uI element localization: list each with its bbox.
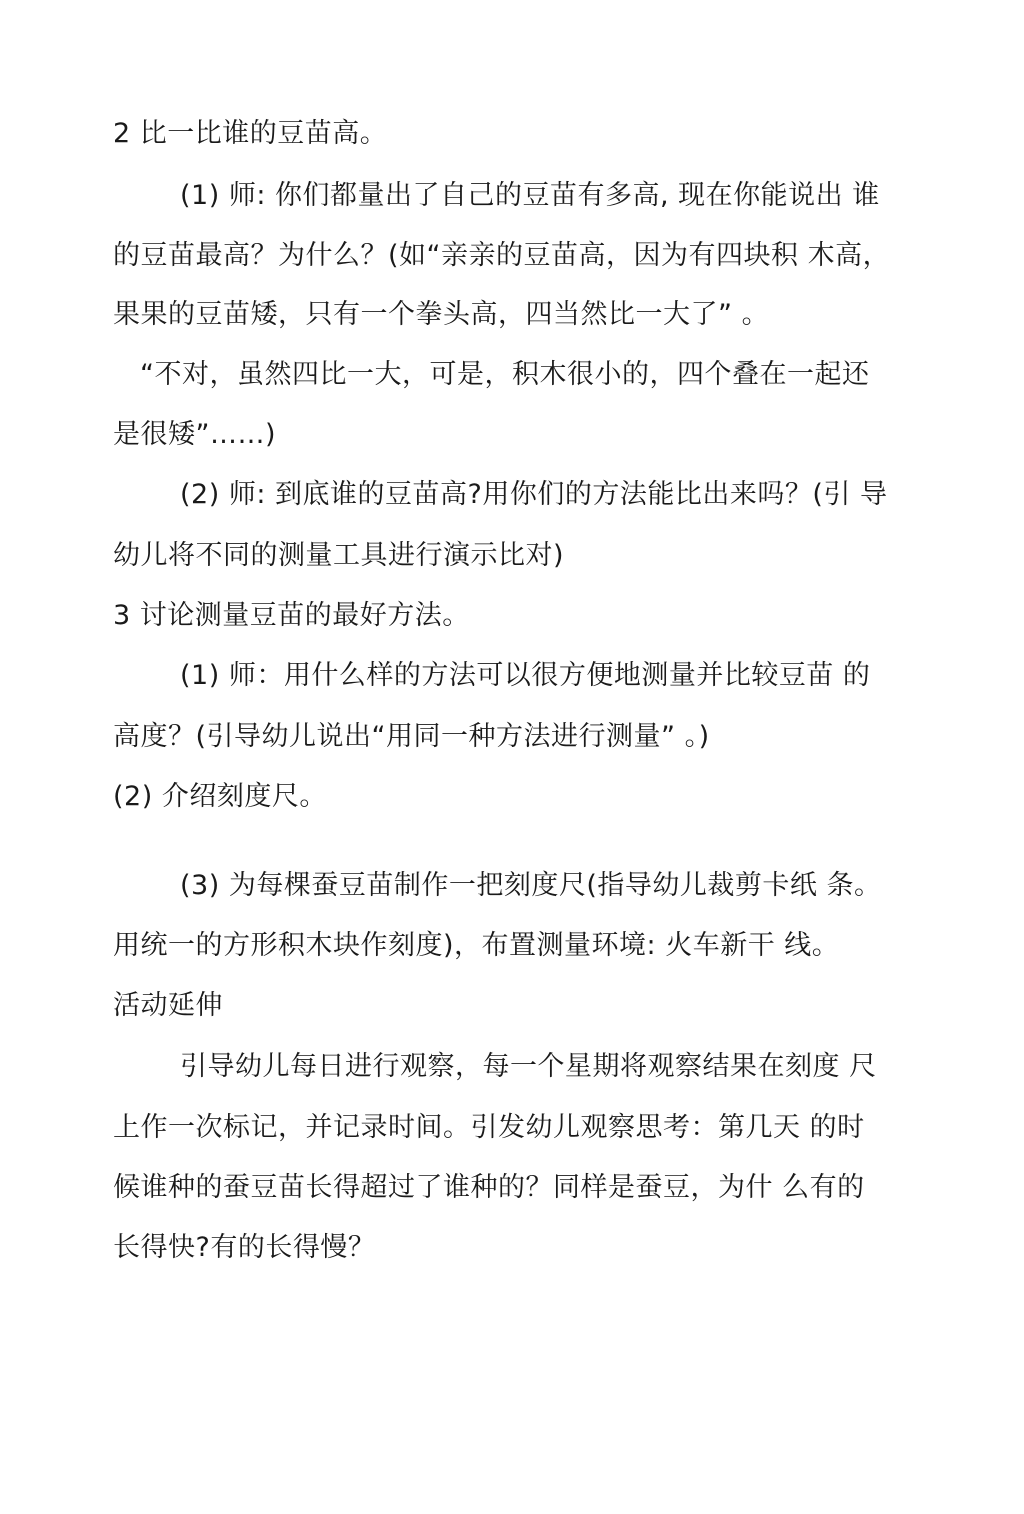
paragraph-line: 候谁种的蚕豆苗长得超过了谁种的？同样是蚕豆，为什 么有的 — [113, 1172, 865, 1203]
section-heading-2: 2 比一比谁的豆苗高。 — [113, 118, 388, 149]
paragraph-line: (2) 师: 到底谁的豆苗高?用你们的方法能比出来吗？(引 导 — [180, 479, 888, 510]
paragraph-line: 引导幼儿每日进行观察，每一个星期将观察结果在刻度 尺 — [180, 1051, 877, 1082]
paragraph-line: 上作一次标记，并记录时间。引发幼儿观察思考：第几天 的时 — [113, 1112, 865, 1143]
paragraph-line: “不对，虽然四比一大，可是，积木很小的，四个叠在一起还 — [140, 359, 870, 390]
paragraph-line: (2) 介绍刻度尺。 — [113, 781, 327, 812]
paragraph-line: (1) 师: 你们都量出了自己的豆苗有多高, 现在你能说出 谁 — [180, 180, 880, 211]
paragraph-line: 是很矮”……) — [113, 419, 277, 450]
paragraph-line: 果果的豆苗矮，只有一个拳头高，四当然比一大了” 。 — [113, 299, 770, 330]
section-heading-extension: 活动延伸 — [113, 990, 223, 1021]
paragraph-line: 幼儿将不同的测量工具进行演示比对) — [113, 540, 565, 571]
paragraph-line: (1) 师：用什么样的方法可以很方便地测量并比较豆苗 的 — [180, 660, 871, 691]
section-heading-3: 3 讨论测量豆苗的最好方法。 — [113, 600, 470, 631]
paragraph-line: 高度？(引导幼儿说出“用同一种方法进行测量” 。) — [113, 721, 710, 752]
paragraph-line: 的豆苗最高？为什么？(如“亲亲的豆苗高，因为有四块积 木高， — [113, 240, 891, 271]
paragraph-line: 长得快?有的长得慢？ — [113, 1232, 376, 1263]
paragraph-line: 用统一的方形积木块作刻度)，布置测量环境: 火车新干 线。 — [113, 930, 840, 961]
paragraph-line: (3) 为每棵蚕豆苗制作一把刻度尺(指导幼儿裁剪卡纸 条。 — [180, 870, 882, 901]
